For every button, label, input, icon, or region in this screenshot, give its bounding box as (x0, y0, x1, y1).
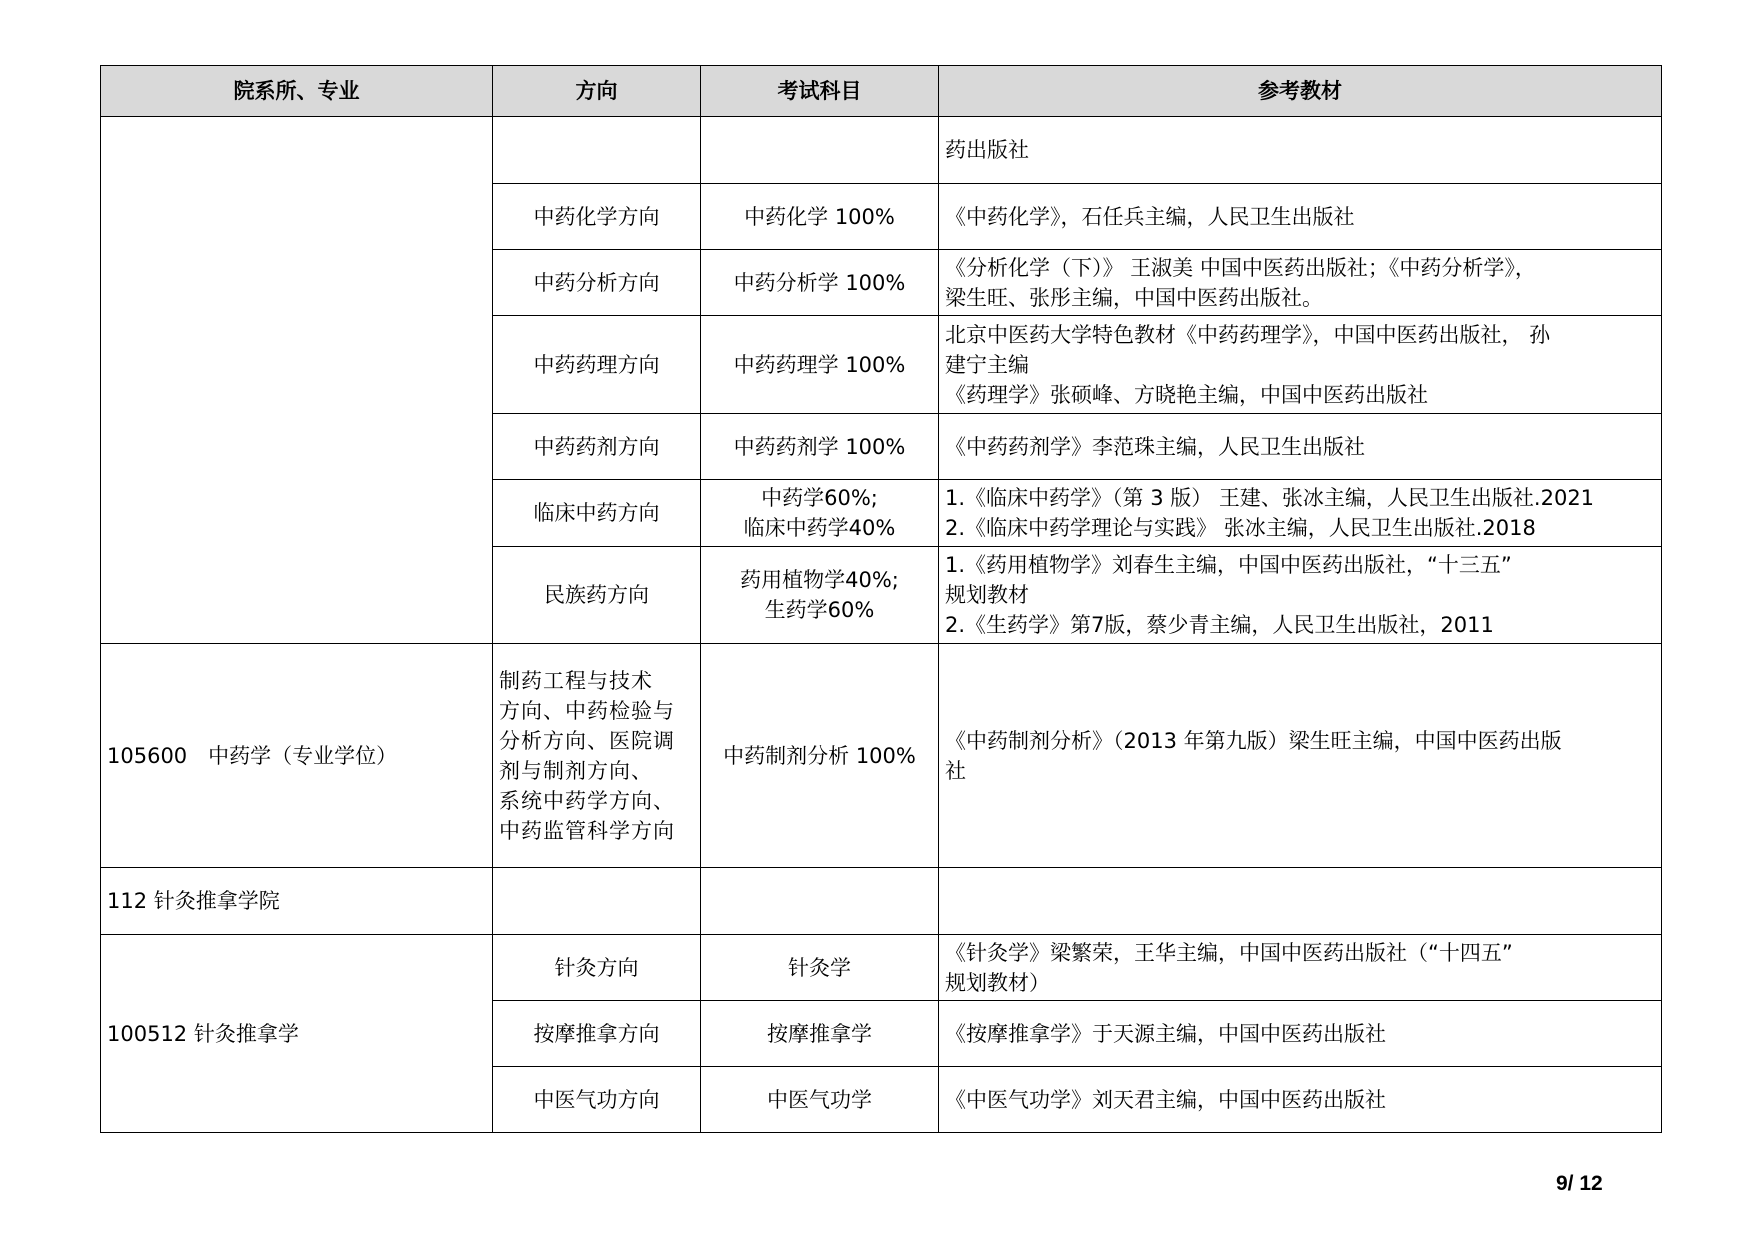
textbook-cell (939, 868, 1662, 935)
direction-cell: 中医气功方向 (493, 1067, 701, 1133)
textbook-cell: 《中药药剂学》李范珠主编，人民卫生出版社 (939, 414, 1662, 480)
subject-cell: 中医气功学 (701, 1067, 939, 1133)
department-cell: 100512 针灸推拿学 (101, 935, 493, 1133)
textbook-line: 规划教材 (945, 583, 1029, 607)
subject-cell (701, 117, 939, 184)
header-reference-textbook: 参考教材 (939, 66, 1662, 117)
textbook-line: 社 (945, 758, 966, 783)
subject-cell: 中药分析学 100% (701, 250, 939, 316)
table-row (101, 644, 1662, 868)
subject-cell: 针灸学 (701, 935, 939, 1001)
subject-cell (701, 868, 939, 935)
header-direction: 方向 (493, 66, 701, 117)
textbook-line: 2.《临床中药学理论与实践》 张冰主编，人民卫生出版社.2018 (945, 516, 1536, 540)
textbook-cell (939, 316, 1662, 414)
department-cell: 105600 中药学（专业学位） (101, 644, 493, 868)
direction-cell (493, 644, 701, 868)
header-row (101, 66, 1662, 117)
table-row (101, 117, 1662, 184)
textbook-line: 梁生旺、张彤主编，中国中医药出版社。 (945, 285, 1323, 310)
direction-cell: 按摩推拿方向 (493, 1001, 701, 1067)
direction-cell: 临床中药方向 (493, 480, 701, 547)
textbook-line: 《药理学》张硕峰、方晓艳主编，中国中医药出版社 (945, 382, 1428, 407)
textbook-cell: 《按摩推拿学》于天源主编，中国中医药出版社 (939, 1001, 1662, 1067)
subject-cell: 按摩推拿学 (701, 1001, 939, 1067)
direction-line: 分析方向、医院调 (499, 728, 675, 753)
textbook-cell (939, 250, 1662, 316)
textbook-line: 《针灸学》梁繁荣，王华主编，中国中医药出版社（“十四五” (945, 940, 1513, 965)
textbook-line: 建宁主编 (945, 352, 1029, 377)
direction-cell (493, 868, 701, 935)
subject-line: 中药学60%; (761, 486, 878, 510)
direction-line: 方向、中药检验与 (499, 698, 675, 723)
direction-line: 剂与制剂方向、 (499, 758, 653, 783)
header-exam-subject: 考试科目 (701, 66, 939, 117)
textbook-line: 2.《生药学》第7版，蔡少青主编，人民卫生出版社，2011 (945, 613, 1494, 637)
direction-cell: 中药分析方向 (493, 250, 701, 316)
textbook-cell: 《中药化学》，石任兵主编，人民卫生出版社 (939, 184, 1662, 250)
textbook-cell (939, 644, 1662, 868)
textbook-cell (939, 935, 1662, 1001)
direction-line: 制药工程与技术 (499, 668, 653, 693)
textbook-cell: 《中医气功学》刘天君主编，中国中医药出版社 (939, 1067, 1662, 1133)
textbook-cell (939, 480, 1662, 547)
subject-cell (701, 547, 939, 644)
direction-line: 中药监管科学方向 (499, 818, 675, 843)
textbook-cell: 药出版社 (939, 117, 1662, 184)
page-number: 9/ 12 (1556, 1172, 1603, 1195)
direction-cell: 民族药方向 (493, 547, 701, 644)
textbook-line: 《分析化学（下）》 王淑美 中国中医药出版社；《中药分析学》， (945, 255, 1536, 280)
header-department: 院系所、专业 (101, 66, 493, 117)
textbook-line: 1.《临床中药学》（第 3 版） 王建、张冰主编，人民卫生出版社.2021 (945, 486, 1595, 510)
subject-cell: 中药药剂学 100% (701, 414, 939, 480)
textbook-line: 北京中医药大学特色教材《中药药理学》，中国中医药出版社， 孙 (945, 322, 1551, 347)
direction-cell: 中药药理方向 (493, 316, 701, 414)
textbook-line: 规划教材） (945, 970, 1050, 995)
table-row (101, 868, 1662, 935)
subject-line: 生药学60% (764, 598, 875, 622)
textbook-cell (939, 547, 1662, 644)
subject-line: 药用植物学40%; (740, 568, 899, 592)
subject-cell (701, 480, 939, 547)
textbook-line: 《中药制剂分析》（2013 年第九版）梁生旺主编，中国中医药出版 (945, 728, 1562, 753)
department-cell (101, 117, 493, 644)
direction-cell: 针灸方向 (493, 935, 701, 1001)
subject-cell: 中药制剂分析 100% (701, 644, 939, 868)
direction-line: 系统中药学方向、 (499, 788, 675, 813)
course-table (100, 65, 1662, 1133)
textbook-line: 1.《药用植物学》刘春生主编，中国中医药出版社，“十三五” (945, 553, 1512, 577)
table-row (101, 935, 1662, 1001)
direction-cell: 中药化学方向 (493, 184, 701, 250)
subject-line: 临床中药学40% (743, 516, 896, 540)
subject-cell: 中药药理学 100% (701, 316, 939, 414)
subject-cell: 中药化学 100% (701, 184, 939, 250)
school-cell: 112 针灸推拿学院 (101, 868, 493, 935)
direction-cell (493, 117, 701, 184)
direction-cell: 中药药剂方向 (493, 414, 701, 480)
